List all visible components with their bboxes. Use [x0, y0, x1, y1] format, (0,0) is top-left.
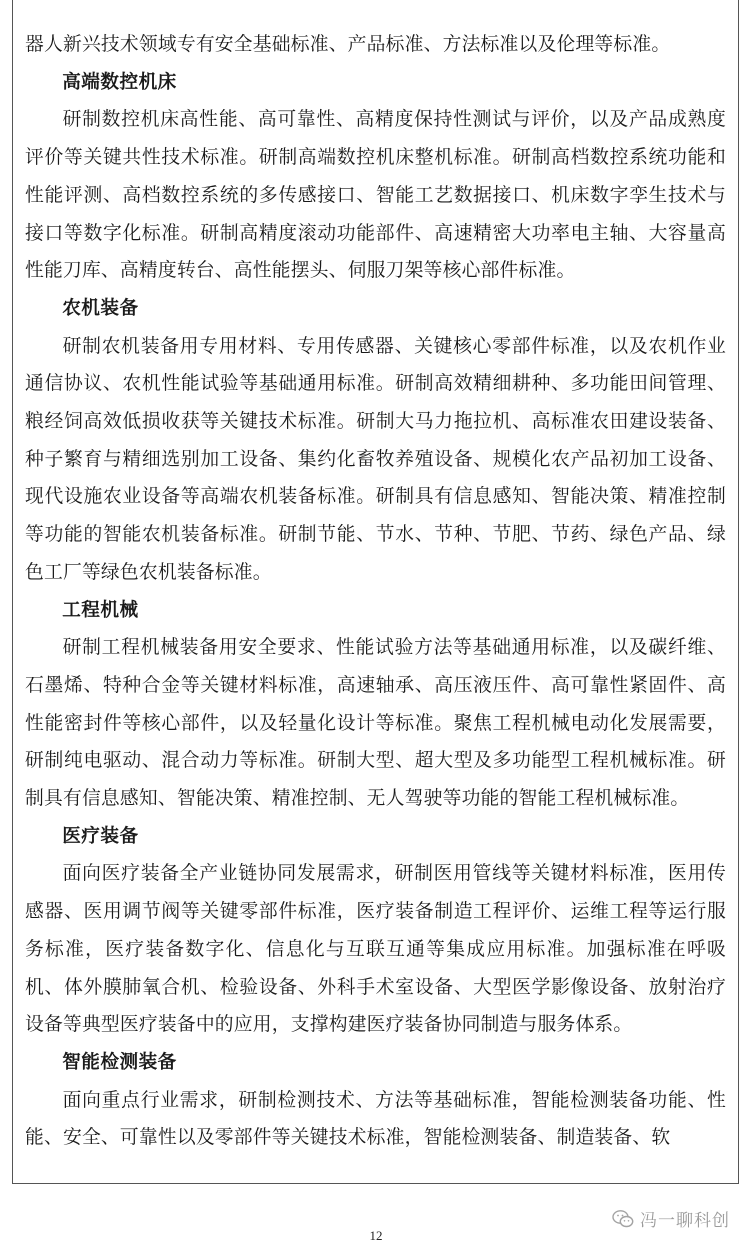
watermark-text: 冯一聊科创	[640, 1211, 730, 1231]
section-body-agri: 研制农机装备用专用材料、专用传感器、关键核心零部件标准，以及农机作业通信协议、农机性能试验等基础通用标准。研制高效精细耕种、多功能田间管理、粮经饲高效低损收获等关键技术标准。研制大马力拖拉机、高标准农田建设装备、种子繁育与精细选别加工设备、集约化畜牧养殖设备、规模化农产品初加工设备、现代设施农业设备等高端农机装备标准。研制具有信息感知、智能决策、精准控制等功能的智能农机装备标准。研制节能、节水、节种、节肥、节药、绿色产品、绿色工厂等绿色农机装备标准。	[25, 335, 726, 583]
section-body-medical: 面向医疗装备全产业链协同发展需求，研制医用管线等关键材料标准，医用传感器、医用调节阀等关键零部件标准，医疗装备制造工程评价、运维工程等运行服务标准，医疗装备数字化、信息化与互联互通等集成应用标准。加强标准在呼吸机、体外膜肺氧合机、检验设备、外科手术室设备、大型医学影像设备、放射治疗设备等典型医疗装备中的应用，支撑构建医疗装备协同制造与服务体系。	[25, 863, 726, 1036]
document-frame	[12, 0, 739, 1184]
section-heading-inspection: 智能检测装备	[62, 1051, 177, 1073]
section-body-inspection: 面向重点行业需求，研制检测技术、方法等基础标准，智能检测装备功能、性能、安全、可靠性以及零部件等关键技术标准，智能检测装备、制造装备、软	[25, 1089, 726, 1149]
intro-tail-paragraph: 器人新兴技术领域专有安全基础标准、产品标准、方法标准以及伦理等标准。	[25, 34, 671, 55]
section-body-construction: 研制工程机械装备用安全要求、性能试验方法等基础通用标准，以及碳纤维、石墨烯、特种合金等关键材料标准，高速轴承、高压液压件、高可靠性紧固件、高性能密封件等核心部件，以及轻量化设计等标准。聚焦工程机械电动化发展需要，研制纯电驱动、混合动力等标准。研制大型、超大型及多功能型工程机械标准。研制具有信息感知、智能决策、精准控制、无人驾驶等功能的智能工程机械标准。	[25, 637, 726, 810]
section-heading-cnc: 高端数控机床	[62, 71, 177, 93]
section-body-cnc: 研制数控机床高性能、高可靠性、高精度保持性测试与评价，以及产品成熟度评价等关键共性技术标准。研制高端数控机床整机标准。研制高档数控系统功能和性能评测、高档数控系统的多传感接口、智能工艺数据接口、机床数字孪生技术与接口等数字化标准。研制高精度滚动功能部件、高速精密大功率电主轴、大容量高性能刀库、高精度转台、高性能摆头、伺服刀架等核心部件标准。	[25, 109, 726, 282]
page-number: 12	[369, 1228, 383, 1243]
section-heading-agri: 农机装备	[62, 297, 139, 319]
section-heading-construction: 工程机械	[62, 599, 139, 621]
wechat-icon	[612, 1209, 634, 1229]
section-heading-medical: 医疗装备	[62, 825, 139, 847]
